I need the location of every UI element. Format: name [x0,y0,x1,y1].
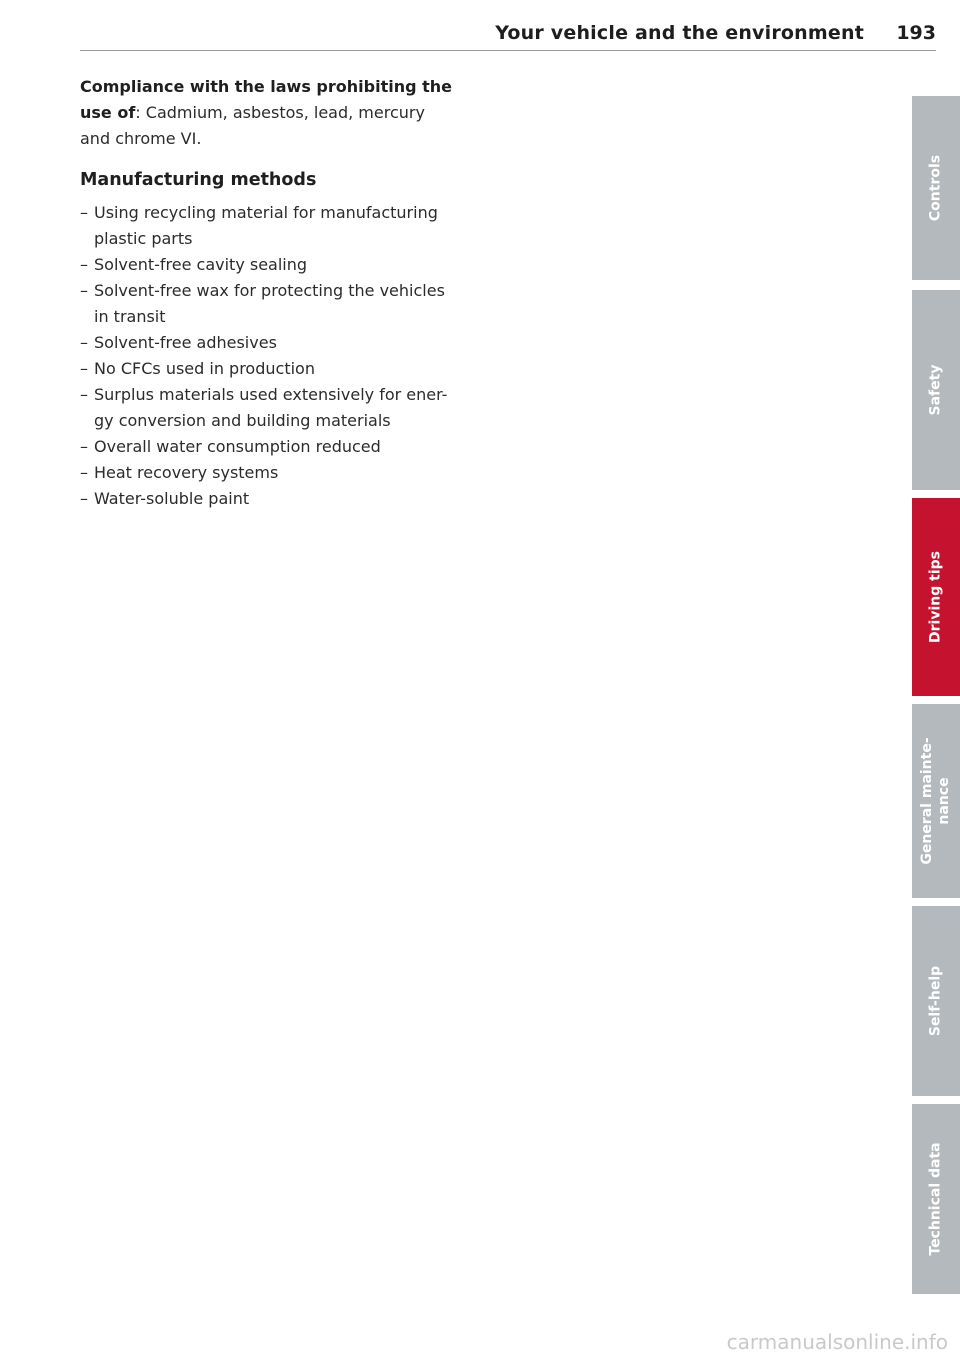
list-item [80,252,460,278]
page-number: 193 [896,22,936,44]
dash-bullet: – [80,333,88,352]
list-item-text: Solvent-free adhesives [94,333,277,352]
main-content [80,74,460,512]
list-item [80,486,460,512]
list-item [80,356,460,382]
tab-technical-data[interactable] [912,1104,960,1294]
header-divider [80,50,936,51]
list-item-text: Water-soluble paint [94,489,250,508]
list-item [80,330,460,356]
dash-bullet: – [80,281,88,300]
list-item [80,382,460,434]
tab-label: Driving tips [927,551,944,643]
tab-driving-tips[interactable] [912,498,960,696]
dash-bullet: – [80,385,88,404]
tab-general-maintenance[interactable] [912,704,960,898]
chapter-title: Your vehicle and the environment [495,22,864,44]
list-item [80,434,460,460]
list-item [80,200,460,252]
dash-bullet: – [80,255,88,274]
tab-controls[interactable] [912,96,960,280]
dash-bullet: – [80,437,88,456]
manufacturing-heading: Manufacturing methods [80,170,317,190]
list-item-text: No CFCs used in production [94,359,315,378]
dash-bullet: – [80,463,88,482]
list-item [80,278,460,330]
list-item-text: Solvent-free cavity sealing [94,255,308,274]
tab-safety[interactable] [912,290,960,490]
list-item-text: Overall water consumption reduced [94,437,381,456]
list-item [80,460,460,486]
tab-label: Technical data [927,1142,944,1256]
compliance-lead: Compliance with the laws prohibiting the use of [80,77,452,122]
dash-bullet: – [80,359,88,378]
tab-self-help[interactable] [912,906,960,1096]
dash-bullet: – [80,489,88,508]
dash-bullet: – [80,203,88,222]
tab-label: Controls [927,154,944,222]
tab-label: Self-help [927,965,944,1037]
list-item-text: Surplus materials used extensively for ener-gy conversion and building materials [94,385,448,430]
list-item-text: Using recycling material for manufacturing plastic parts [94,203,438,248]
tab-label: Safety [927,364,944,416]
page-header [80,22,936,50]
methods-list [80,200,460,512]
tab-label: General mainte- nance [919,737,952,865]
list-item-text: Solvent-free wax for protecting the vehicles in transit [94,281,445,326]
compliance-paragraph [80,74,460,152]
list-item-text: Heat recovery systems [94,463,279,482]
watermark: carmanualsonline.info [726,1330,948,1354]
compliance-text: : Cadmium, asbestos, lead, mercury and chrome VI. [80,103,425,148]
